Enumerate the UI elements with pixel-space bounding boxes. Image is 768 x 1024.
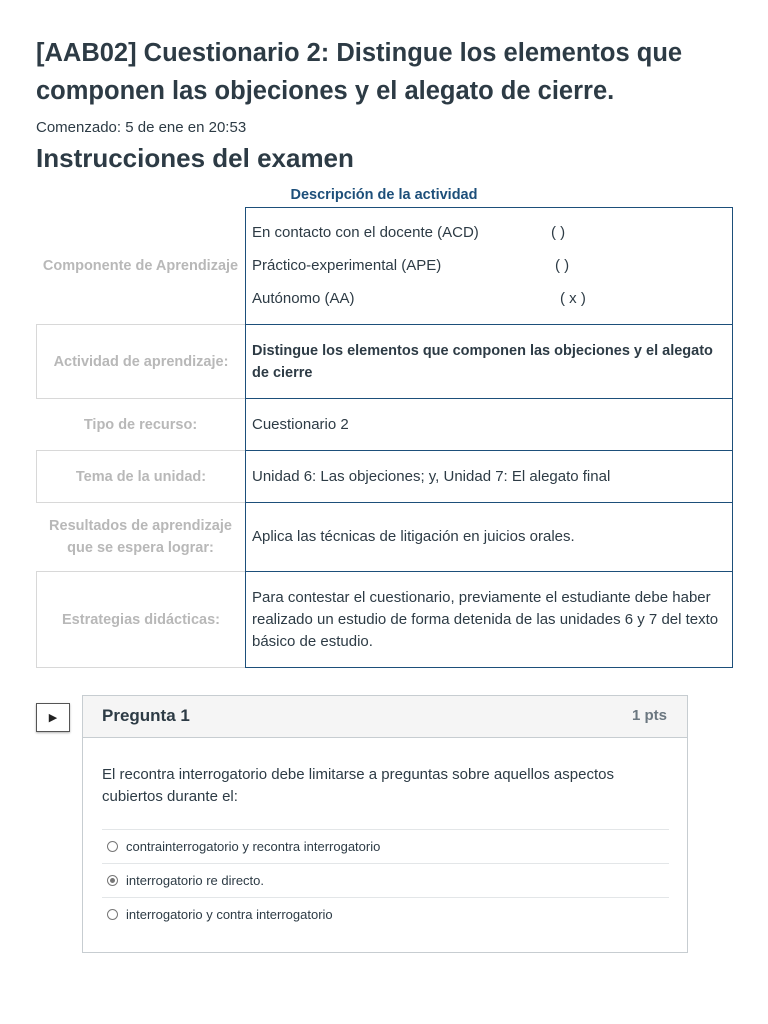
table-row [36, 502, 733, 572]
question-card [82, 695, 688, 953]
answer-label: contrainterrogatorio y recontra interrogatorio [126, 839, 381, 854]
option-label: Autónomo (AA) [252, 290, 355, 307]
option-label: Práctico-experimental (APE) [252, 257, 442, 274]
option-label: En contacto con el docente (ACD) [252, 224, 479, 241]
answer-label: interrogatorio re directo. [126, 873, 265, 888]
started-timestamp: Comenzado: 5 de ene en 20:53 [36, 119, 247, 136]
question-title: Pregunta 1 [102, 706, 190, 725]
option-mark: ( ) [551, 224, 566, 241]
row-label: Tipo de recurso: [83, 416, 198, 433]
radio-button[interactable] [107, 841, 118, 852]
component-option [252, 255, 726, 288]
table-row [36, 450, 733, 503]
answer-option[interactable] [102, 829, 669, 863]
radio-button[interactable] [107, 909, 118, 920]
row-label: Tema de la unidad: [36, 450, 245, 503]
table-row [36, 207, 733, 325]
row-value: Cuestionario 2 [245, 398, 733, 451]
component-option [252, 288, 726, 321]
instructions-heading: Instrucciones del examen [36, 143, 354, 173]
expand-question-button[interactable] [36, 703, 70, 732]
row-label: Componente de Aprendizaje [42, 258, 239, 274]
play-triangle-icon: ▶ [48, 712, 58, 724]
radio-button-selected[interactable] [107, 875, 118, 886]
answer-option[interactable] [102, 863, 669, 897]
option-mark: ( x ) [560, 290, 586, 307]
question-text: El recontra interrogatorio debe limitarse a preguntas sobre aquellos aspectos cubiertos durante el: [102, 766, 614, 805]
component-options [245, 207, 733, 325]
component-option [252, 222, 726, 255]
question-header [83, 696, 687, 738]
option-mark: ( ) [555, 257, 570, 274]
question-points: 1 pts [631, 707, 667, 724]
row-value: Para contestar el cuestionario, previamente el estudiante debe haber realizado un estudio de forma detenida de las unidades 6 y 7 del texto básico de estudio. [245, 571, 733, 668]
table-row [36, 398, 733, 451]
activity-caption: Descripción de la actividad [290, 187, 478, 203]
row-value: Unidad 6: Las objeciones; y, Unidad 7: El alegato final [245, 450, 733, 503]
quiz-title: [AAB02] Cuestionario 2: Distingue los elementos que componen las objeciones y el alegato de cierre. [36, 39, 683, 105]
row-label: Estrategias didácticas: [36, 571, 245, 668]
row-value: Distingue los elementos que componen las objeciones y el alegato de cierre [245, 324, 733, 399]
table-row [36, 324, 733, 399]
answer-list [102, 829, 669, 931]
table-row [36, 571, 733, 668]
row-label: Actividad de aprendizaje: [36, 324, 245, 399]
row-label: Resultados de aprendizaje que se espera lograr: [49, 518, 232, 556]
answer-label: interrogatorio y contra interrogatorio [126, 907, 333, 922]
answer-option[interactable] [102, 897, 669, 931]
row-value: Aplica las técnicas de litigación en juicios orales. [245, 502, 733, 572]
